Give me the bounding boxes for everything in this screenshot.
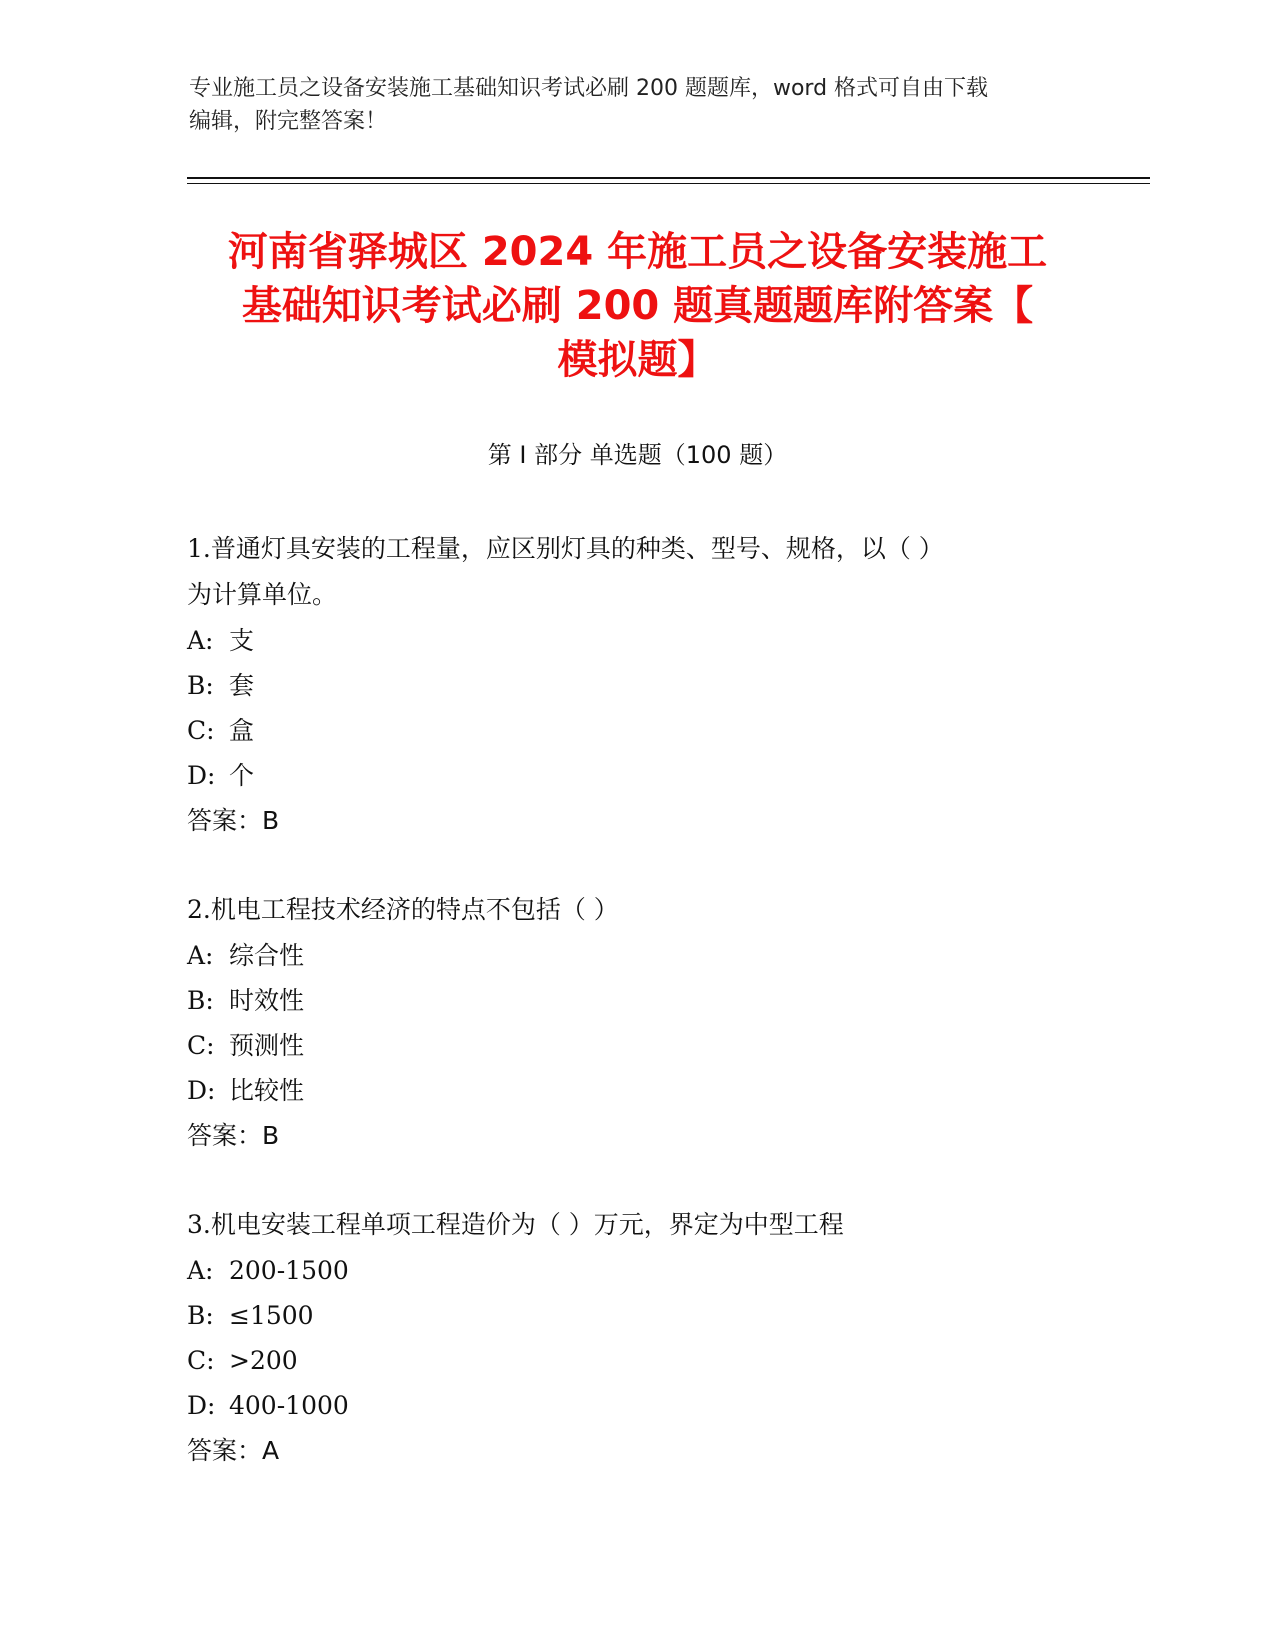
- question-1-answer: 答案：B: [187, 806, 280, 835]
- option-letter: A:: [187, 626, 214, 655]
- option-text: 个: [229, 761, 255, 790]
- option-text: 支: [229, 626, 255, 655]
- option-letter: C:: [187, 1346, 215, 1375]
- question-3-option-a: [187, 1248, 1087, 1293]
- question-1-text-line-2: 为计算单位。: [187, 580, 338, 609]
- option-letter: B:: [187, 986, 214, 1015]
- question-3: [187, 1202, 1087, 1473]
- option-letter: D:: [187, 1076, 216, 1105]
- option-letter: C:: [187, 716, 215, 745]
- question-2-option-d: [187, 1068, 1087, 1113]
- question-2-option-a: [187, 933, 1087, 978]
- option-letter: A:: [187, 1256, 214, 1285]
- question-1-option-b: [187, 663, 1087, 708]
- option-letter: A:: [187, 941, 214, 970]
- question-2-answer: 答案：B: [187, 1121, 280, 1150]
- header-divider-thin: [187, 183, 1150, 184]
- question-2-text-line-1: 2.机电工程技术经济的特点不包括（ ）: [187, 895, 619, 924]
- question-3-option-c: [187, 1338, 1087, 1383]
- document-title-line-1: 河南省驿城区 2024 年施工员之设备安装施工: [227, 229, 1048, 275]
- question-3-option-d: [187, 1383, 1087, 1428]
- option-text: ≤1500: [229, 1301, 314, 1330]
- question-2: [187, 887, 1087, 1158]
- question-2-option-b: [187, 978, 1087, 1023]
- question-1-option-c: [187, 708, 1087, 753]
- header-note: [189, 72, 1089, 138]
- option-text: 综合性: [229, 941, 305, 970]
- document-title-line-2: 基础知识考试必刷 200 题真题题库附答案【: [241, 283, 1034, 329]
- document-title: [150, 225, 1125, 387]
- header-note-line-2: 编辑，附完整答案！: [189, 109, 388, 134]
- document-title-line-3: 模拟题】: [557, 337, 718, 383]
- option-letter: D:: [187, 761, 216, 790]
- option-text: 盒: [229, 716, 255, 745]
- question-list: [187, 526, 1087, 1517]
- option-text: 400-1000: [229, 1391, 349, 1420]
- question-1-text: [187, 526, 1087, 618]
- section-heading: 第 I 部分 单选题（100 题）: [487, 441, 788, 469]
- question-1-option-a: [187, 618, 1087, 663]
- option-letter: D:: [187, 1391, 216, 1420]
- option-text: 时效性: [229, 986, 305, 1015]
- question-3-text: [187, 1202, 1087, 1248]
- option-letter: B:: [187, 1301, 214, 1330]
- option-text: 套: [229, 671, 255, 700]
- option-letter: C:: [187, 1031, 215, 1060]
- question-2-text: [187, 887, 1087, 933]
- question-3-option-b: [187, 1293, 1087, 1338]
- option-text: 比较性: [229, 1076, 305, 1105]
- question-1-text-line-1: 1.普通灯具安装的工程量，应区别灯具的种类、型号、规格，以（ ）: [187, 534, 944, 563]
- question-1: [187, 526, 1087, 843]
- option-text: >200: [229, 1346, 298, 1375]
- question-1-option-d: [187, 753, 1087, 798]
- question-3-text-line-1: 3.机电安装工程单项工程造价为（ ）万元，界定为中型工程: [187, 1210, 844, 1239]
- header-note-line-1: 专业施工员之设备安装施工基础知识考试必刷 200 题题库，word 格式可自由下载: [189, 76, 989, 101]
- option-text: 预测性: [229, 1031, 305, 1060]
- option-letter: B:: [187, 671, 214, 700]
- header-divider-thick: [187, 177, 1150, 179]
- question-2-option-c: [187, 1023, 1087, 1068]
- option-text: 200-1500: [229, 1256, 349, 1285]
- question-3-answer: 答案：A: [187, 1436, 280, 1465]
